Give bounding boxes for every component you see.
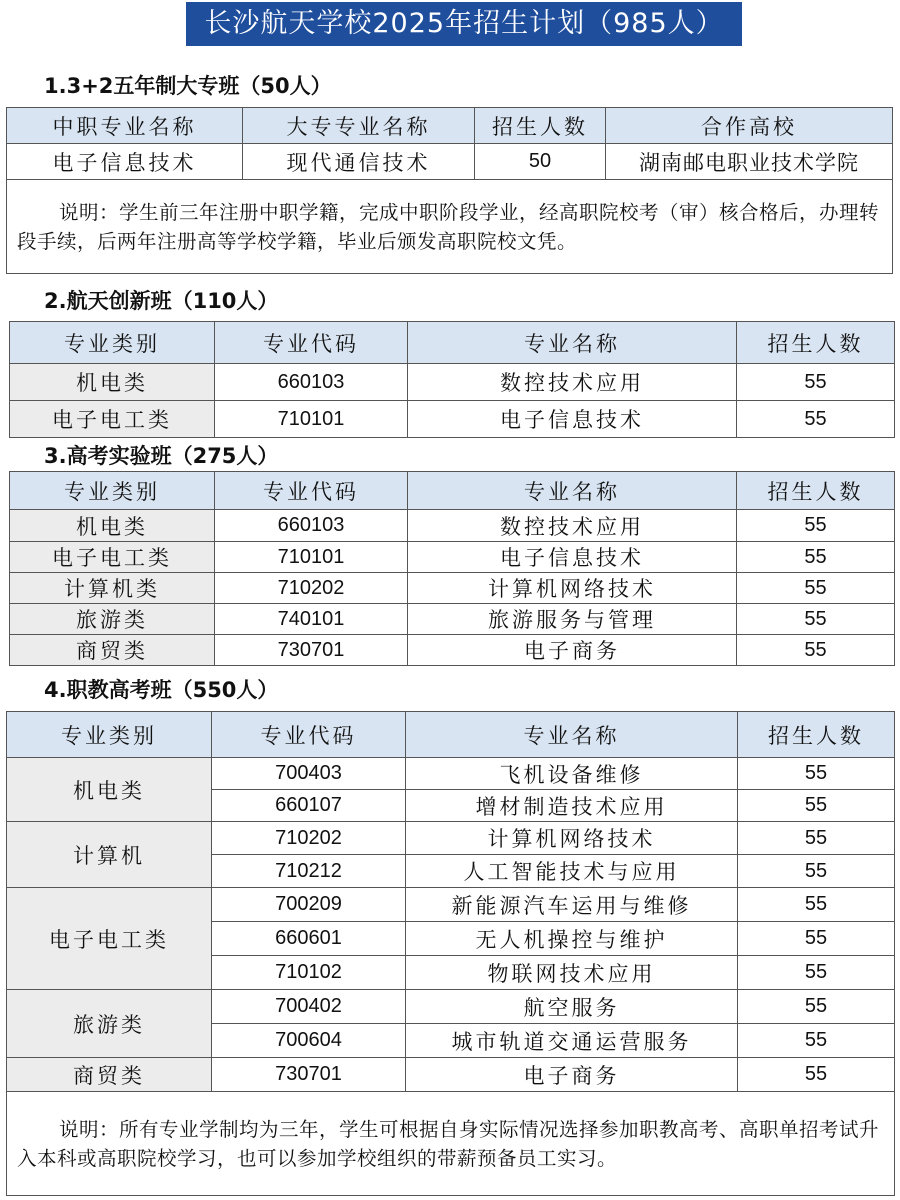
column-header: 专业类别	[7, 712, 212, 758]
code-cell: 700402	[212, 990, 406, 1024]
category-cell: 电子电工类	[10, 542, 215, 573]
count-cell: 55	[737, 510, 895, 542]
column-header: 专业类别	[10, 322, 215, 364]
table-cell: 现代通信技术	[243, 144, 475, 180]
code-cell: 660103	[215, 510, 408, 542]
table-row	[10, 510, 895, 542]
category-cell: 旅游类	[10, 604, 215, 635]
major-cell: 电子商务	[406, 1058, 738, 1092]
table-cell: 湖南邮电职业技术学院	[606, 144, 893, 180]
code-cell: 660601	[212, 922, 406, 956]
section-title: 1.3+2五年制大专班（50人）	[44, 74, 332, 98]
major-cell: 电子商务	[408, 635, 737, 666]
count-cell: 55	[737, 542, 895, 573]
count-cell: 55	[737, 401, 895, 438]
major-cell: 增材制造技术应用	[406, 790, 738, 822]
count-cell: 55	[737, 604, 895, 635]
code-cell: 710102	[212, 956, 406, 990]
major-cell: 人工智能技术与应用	[406, 855, 738, 888]
major-cell: 物联网技术应用	[406, 956, 738, 990]
category-cell: 机电类	[10, 364, 215, 401]
major-cell: 数控技术应用	[408, 510, 737, 542]
count-cell: 55	[737, 635, 895, 666]
category-cell: 电子电工类	[7, 888, 212, 990]
section-title: 2.航天创新班（110人）	[44, 289, 279, 313]
major-cell: 新能源汽车运用与维修	[406, 888, 738, 922]
major-cell: 航空服务	[406, 990, 738, 1024]
column-header: 专业名称	[408, 472, 737, 510]
category-cell: 电子电工类	[10, 401, 215, 438]
code-cell: 740101	[215, 604, 408, 635]
count-cell: 55	[738, 888, 895, 922]
column-header: 专业代码	[215, 472, 408, 510]
code-cell: 660103	[215, 364, 408, 401]
column-header: 招生人数	[737, 322, 895, 364]
column-header: 专业代码	[215, 322, 408, 364]
code-cell: 710202	[212, 822, 406, 855]
table-row	[10, 573, 895, 604]
note-text: 说明：所有专业学制均为三年，学生可根据自身实际情况选择参加职教高考、高职单招考试升入本科或高职院校学习，也可以参加学校组织的带薪预备员工实习。	[7, 1092, 895, 1196]
major-cell: 计算机网络技术	[408, 573, 737, 604]
category-cell: 商贸类	[7, 1058, 212, 1092]
table-row	[10, 401, 895, 438]
major-cell: 电子信息技术	[408, 401, 737, 438]
column-header: 招生人数	[737, 472, 895, 510]
code-cell: 700209	[212, 888, 406, 922]
table-row	[7, 888, 895, 922]
count-cell: 55	[738, 1058, 895, 1092]
column-header: 专业代码	[212, 712, 406, 758]
table-row	[7, 758, 895, 790]
count-cell: 55	[738, 956, 895, 990]
section-title: 4.职教高考班（550人）	[44, 678, 279, 702]
table-row	[7, 990, 895, 1024]
table-row	[10, 542, 895, 573]
column-header: 招生人数	[738, 712, 895, 758]
major-cell: 电子信息技术	[408, 542, 737, 573]
count-cell: 55	[737, 573, 895, 604]
count-cell: 55	[738, 758, 895, 790]
code-cell: 710212	[212, 855, 406, 888]
count-cell: 55	[738, 790, 895, 822]
major-cell: 旅游服务与管理	[408, 604, 737, 635]
column-header: 专业名称	[406, 712, 738, 758]
column-header: 专业类别	[10, 472, 215, 510]
code-cell: 710202	[215, 573, 408, 604]
category-cell: 计算机类	[10, 573, 215, 604]
table-row	[10, 635, 895, 666]
code-cell: 730701	[212, 1058, 406, 1092]
code-cell: 660107	[212, 790, 406, 822]
code-cell: 700403	[212, 758, 406, 790]
column-header: 专业名称	[408, 322, 737, 364]
code-cell: 710101	[215, 542, 408, 573]
table-cell: 电子信息技术	[7, 144, 243, 180]
column-header: 中职专业名称	[7, 108, 243, 144]
table-row	[7, 822, 895, 855]
count-cell: 55	[738, 1024, 895, 1058]
section-title: 3.高考实验班（275人）	[44, 444, 279, 468]
column-header: 合作高校	[606, 108, 893, 144]
category-cell: 商贸类	[10, 635, 215, 666]
table-gaokao-experimental	[9, 471, 895, 666]
column-header: 招生人数	[475, 108, 606, 144]
major-cell: 飞机设备维修	[406, 758, 738, 790]
major-cell: 计算机网络技术	[406, 822, 738, 855]
code-cell: 700604	[212, 1024, 406, 1058]
major-cell: 城市轨道交通运营服务	[406, 1024, 738, 1058]
page-title: 长沙航天学校2025年招生计划（985人）	[186, 2, 742, 46]
table-five-year-program	[6, 107, 893, 274]
major-cell: 无人机操控与维护	[406, 922, 738, 956]
table-row	[10, 364, 895, 401]
code-cell: 710101	[215, 401, 408, 438]
category-cell: 机电类	[10, 510, 215, 542]
table-cell: 50	[475, 144, 606, 180]
count-cell: 55	[738, 922, 895, 956]
table-vocational-gaokao	[6, 711, 895, 1196]
count-cell: 55	[738, 990, 895, 1024]
column-header: 大专专业名称	[243, 108, 475, 144]
category-cell: 机电类	[7, 758, 212, 822]
table-row	[10, 604, 895, 635]
table-row	[7, 1058, 895, 1092]
count-cell: 55	[737, 364, 895, 401]
table-aerospace-innovation	[9, 321, 895, 438]
note-text: 说明：学生前三年注册中职学籍，完成中职阶段学业，经高职院校考（审）核合格后，办理转段手续，后两年注册高等学校学籍，毕业后颁发高职院校文凭。	[7, 180, 893, 274]
code-cell: 730701	[215, 635, 408, 666]
count-cell: 55	[738, 855, 895, 888]
major-cell: 数控技术应用	[408, 364, 737, 401]
count-cell: 55	[738, 822, 895, 855]
category-cell: 旅游类	[7, 990, 212, 1058]
category-cell: 计算机	[7, 822, 212, 888]
